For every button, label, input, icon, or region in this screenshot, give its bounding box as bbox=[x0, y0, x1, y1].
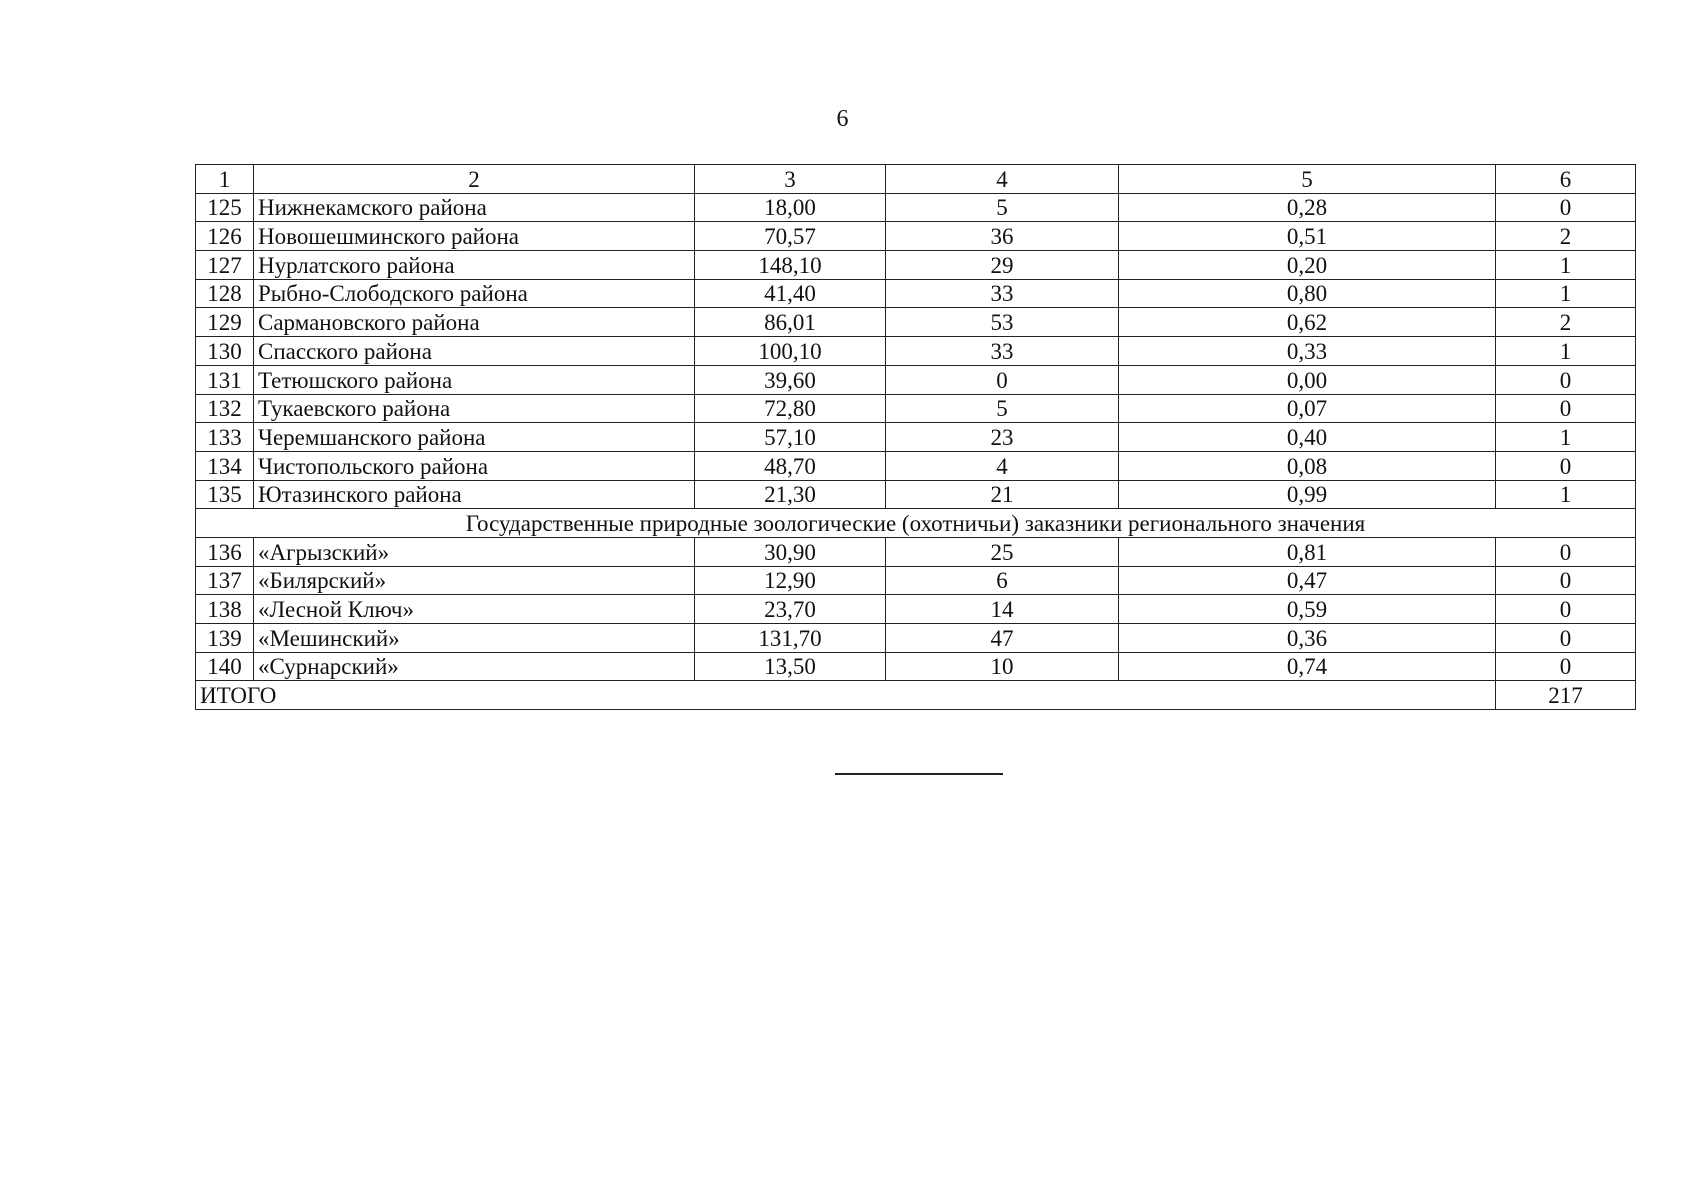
table-row bbox=[196, 308, 1636, 337]
row-col5-cell: 0,00 bbox=[1119, 365, 1496, 394]
row-col3-cell: 148,10 bbox=[695, 251, 886, 280]
row-name-cell: «Лесной Ключ» bbox=[254, 595, 695, 624]
row-col6-cell: 1 bbox=[1496, 480, 1636, 509]
row-col6-cell: 0 bbox=[1496, 193, 1636, 222]
row-col3-cell: 57,10 bbox=[695, 423, 886, 452]
row-number-cell: 131 bbox=[196, 365, 254, 394]
row-name-cell: Тетюшского района bbox=[254, 365, 695, 394]
table-row bbox=[196, 595, 1636, 624]
row-col3-cell: 21,30 bbox=[695, 480, 886, 509]
table-row bbox=[196, 251, 1636, 280]
row-col5-cell: 0,62 bbox=[1119, 308, 1496, 337]
row-col3-cell: 48,70 bbox=[695, 451, 886, 480]
row-col6-cell: 1 bbox=[1496, 337, 1636, 366]
row-name-cell: Рыбно-Слободского района bbox=[254, 279, 695, 308]
row-col6-cell: 0 bbox=[1496, 537, 1636, 566]
row-col5-cell: 0,74 bbox=[1119, 652, 1496, 681]
row-col5-cell: 0,40 bbox=[1119, 423, 1496, 452]
row-col6-cell: 0 bbox=[1496, 394, 1636, 423]
row-name-cell: «Агрызский» bbox=[254, 537, 695, 566]
row-col3-cell: 23,70 bbox=[695, 595, 886, 624]
table-row bbox=[196, 222, 1636, 251]
table-row bbox=[196, 566, 1636, 595]
row-col5-cell: 0,99 bbox=[1119, 480, 1496, 509]
row-number-cell: 137 bbox=[196, 566, 254, 595]
row-col4-cell: 6 bbox=[886, 566, 1119, 595]
row-number-cell: 132 bbox=[196, 394, 254, 423]
row-col4-cell: 4 bbox=[886, 451, 1119, 480]
row-name-cell: Нижнекамского района bbox=[254, 193, 695, 222]
row-name-cell: Сармановского района bbox=[254, 308, 695, 337]
table-row bbox=[196, 480, 1636, 509]
row-col3-cell: 86,01 bbox=[695, 308, 886, 337]
row-col3-cell: 100,10 bbox=[695, 337, 886, 366]
row-col6-cell: 0 bbox=[1496, 566, 1636, 595]
row-col5-cell: 0,33 bbox=[1119, 337, 1496, 366]
row-number-cell: 140 bbox=[196, 652, 254, 681]
row-number-cell: 135 bbox=[196, 480, 254, 509]
table-row bbox=[196, 624, 1636, 653]
header-row bbox=[196, 165, 1636, 194]
row-col4-cell: 47 bbox=[886, 624, 1119, 653]
row-col6-cell: 0 bbox=[1496, 595, 1636, 624]
row-name-cell: Чистопольского района bbox=[254, 451, 695, 480]
row-number-cell: 138 bbox=[196, 595, 254, 624]
row-col3-cell: 131,70 bbox=[695, 624, 886, 653]
row-number-cell: 127 bbox=[196, 251, 254, 280]
row-col4-cell: 33 bbox=[886, 337, 1119, 366]
row-name-cell: Тукаевского района bbox=[254, 394, 695, 423]
table-row bbox=[196, 423, 1636, 452]
row-name-cell: Ютазинского района bbox=[254, 480, 695, 509]
row-col3-cell: 72,80 bbox=[695, 394, 886, 423]
row-col5-cell: 0,59 bbox=[1119, 595, 1496, 624]
row-name-cell: Нурлатского района bbox=[254, 251, 695, 280]
row-col3-cell: 30,90 bbox=[695, 537, 886, 566]
header-cell-1: 1 bbox=[196, 165, 254, 194]
section-title: Государственные природные зоологические (охотничьи) заказники регионального значения bbox=[196, 509, 1636, 538]
page-number: 6 bbox=[836, 106, 849, 132]
row-col4-cell: 10 bbox=[886, 652, 1119, 681]
row-col3-cell: 13,50 bbox=[695, 652, 886, 681]
row-col4-cell: 36 bbox=[886, 222, 1119, 251]
row-number-cell: 136 bbox=[196, 537, 254, 566]
row-col6-cell: 0 bbox=[1496, 451, 1636, 480]
row-name-cell: «Мешинский» bbox=[254, 624, 695, 653]
row-col4-cell: 0 bbox=[886, 365, 1119, 394]
row-name-cell: Новошешминского района bbox=[254, 222, 695, 251]
row-col5-cell: 0,80 bbox=[1119, 279, 1496, 308]
header-cell-5: 5 bbox=[1119, 165, 1496, 194]
total-value: 217 bbox=[1496, 681, 1636, 710]
table-row bbox=[196, 537, 1636, 566]
row-col4-cell: 5 bbox=[886, 193, 1119, 222]
table-row bbox=[196, 451, 1636, 480]
row-col6-cell: 0 bbox=[1496, 652, 1636, 681]
row-name-cell: Черемшанского района bbox=[254, 423, 695, 452]
row-col3-cell: 18,00 bbox=[695, 193, 886, 222]
row-col3-cell: 41,40 bbox=[695, 279, 886, 308]
total-label: ИТОГО bbox=[196, 681, 1496, 710]
row-col6-cell: 1 bbox=[1496, 423, 1636, 452]
row-col5-cell: 0,28 bbox=[1119, 193, 1496, 222]
row-number-cell: 126 bbox=[196, 222, 254, 251]
row-col5-cell: 0,08 bbox=[1119, 451, 1496, 480]
row-col5-cell: 0,47 bbox=[1119, 566, 1496, 595]
row-col4-cell: 23 bbox=[886, 423, 1119, 452]
row-col4-cell: 29 bbox=[886, 251, 1119, 280]
row-col6-cell: 2 bbox=[1496, 222, 1636, 251]
row-col4-cell: 21 bbox=[886, 480, 1119, 509]
row-col5-cell: 0,81 bbox=[1119, 537, 1496, 566]
row-name-cell: Спасского района bbox=[254, 337, 695, 366]
row-number-cell: 128 bbox=[196, 279, 254, 308]
row-col4-cell: 33 bbox=[886, 279, 1119, 308]
table-row bbox=[196, 394, 1636, 423]
total-row bbox=[196, 681, 1636, 710]
table-row bbox=[196, 652, 1636, 681]
row-col5-cell: 0,51 bbox=[1119, 222, 1496, 251]
row-col6-cell: 1 bbox=[1496, 279, 1636, 308]
row-name-cell: «Билярский» bbox=[254, 566, 695, 595]
row-col4-cell: 5 bbox=[886, 394, 1119, 423]
row-name-cell: «Сурнарский» bbox=[254, 652, 695, 681]
row-col6-cell: 0 bbox=[1496, 624, 1636, 653]
row-number-cell: 125 bbox=[196, 193, 254, 222]
row-col6-cell: 0 bbox=[1496, 365, 1636, 394]
row-number-cell: 129 bbox=[196, 308, 254, 337]
table-row bbox=[196, 193, 1636, 222]
row-col3-cell: 39,60 bbox=[695, 365, 886, 394]
row-col5-cell: 0,20 bbox=[1119, 251, 1496, 280]
table-body bbox=[196, 165, 1636, 710]
closing-rule bbox=[835, 773, 1003, 775]
header-cell-2: 2 bbox=[254, 165, 695, 194]
row-col4-cell: 25 bbox=[886, 537, 1119, 566]
data-table bbox=[195, 164, 1636, 710]
row-number-cell: 134 bbox=[196, 451, 254, 480]
row-col3-cell: 70,57 bbox=[695, 222, 886, 251]
header-cell-6: 6 bbox=[1496, 165, 1636, 194]
row-col4-cell: 14 bbox=[886, 595, 1119, 624]
row-number-cell: 133 bbox=[196, 423, 254, 452]
table-row bbox=[196, 279, 1636, 308]
row-number-cell: 139 bbox=[196, 624, 254, 653]
table-row bbox=[196, 337, 1636, 366]
row-col3-cell: 12,90 bbox=[695, 566, 886, 595]
row-col6-cell: 1 bbox=[1496, 251, 1636, 280]
row-number-cell: 130 bbox=[196, 337, 254, 366]
header-cell-3: 3 bbox=[695, 165, 886, 194]
section-header-row bbox=[196, 509, 1636, 538]
header-cell-4: 4 bbox=[886, 165, 1119, 194]
row-col6-cell: 2 bbox=[1496, 308, 1636, 337]
row-col4-cell: 53 bbox=[886, 308, 1119, 337]
row-col5-cell: 0,36 bbox=[1119, 624, 1496, 653]
table-row bbox=[196, 365, 1636, 394]
row-col5-cell: 0,07 bbox=[1119, 394, 1496, 423]
